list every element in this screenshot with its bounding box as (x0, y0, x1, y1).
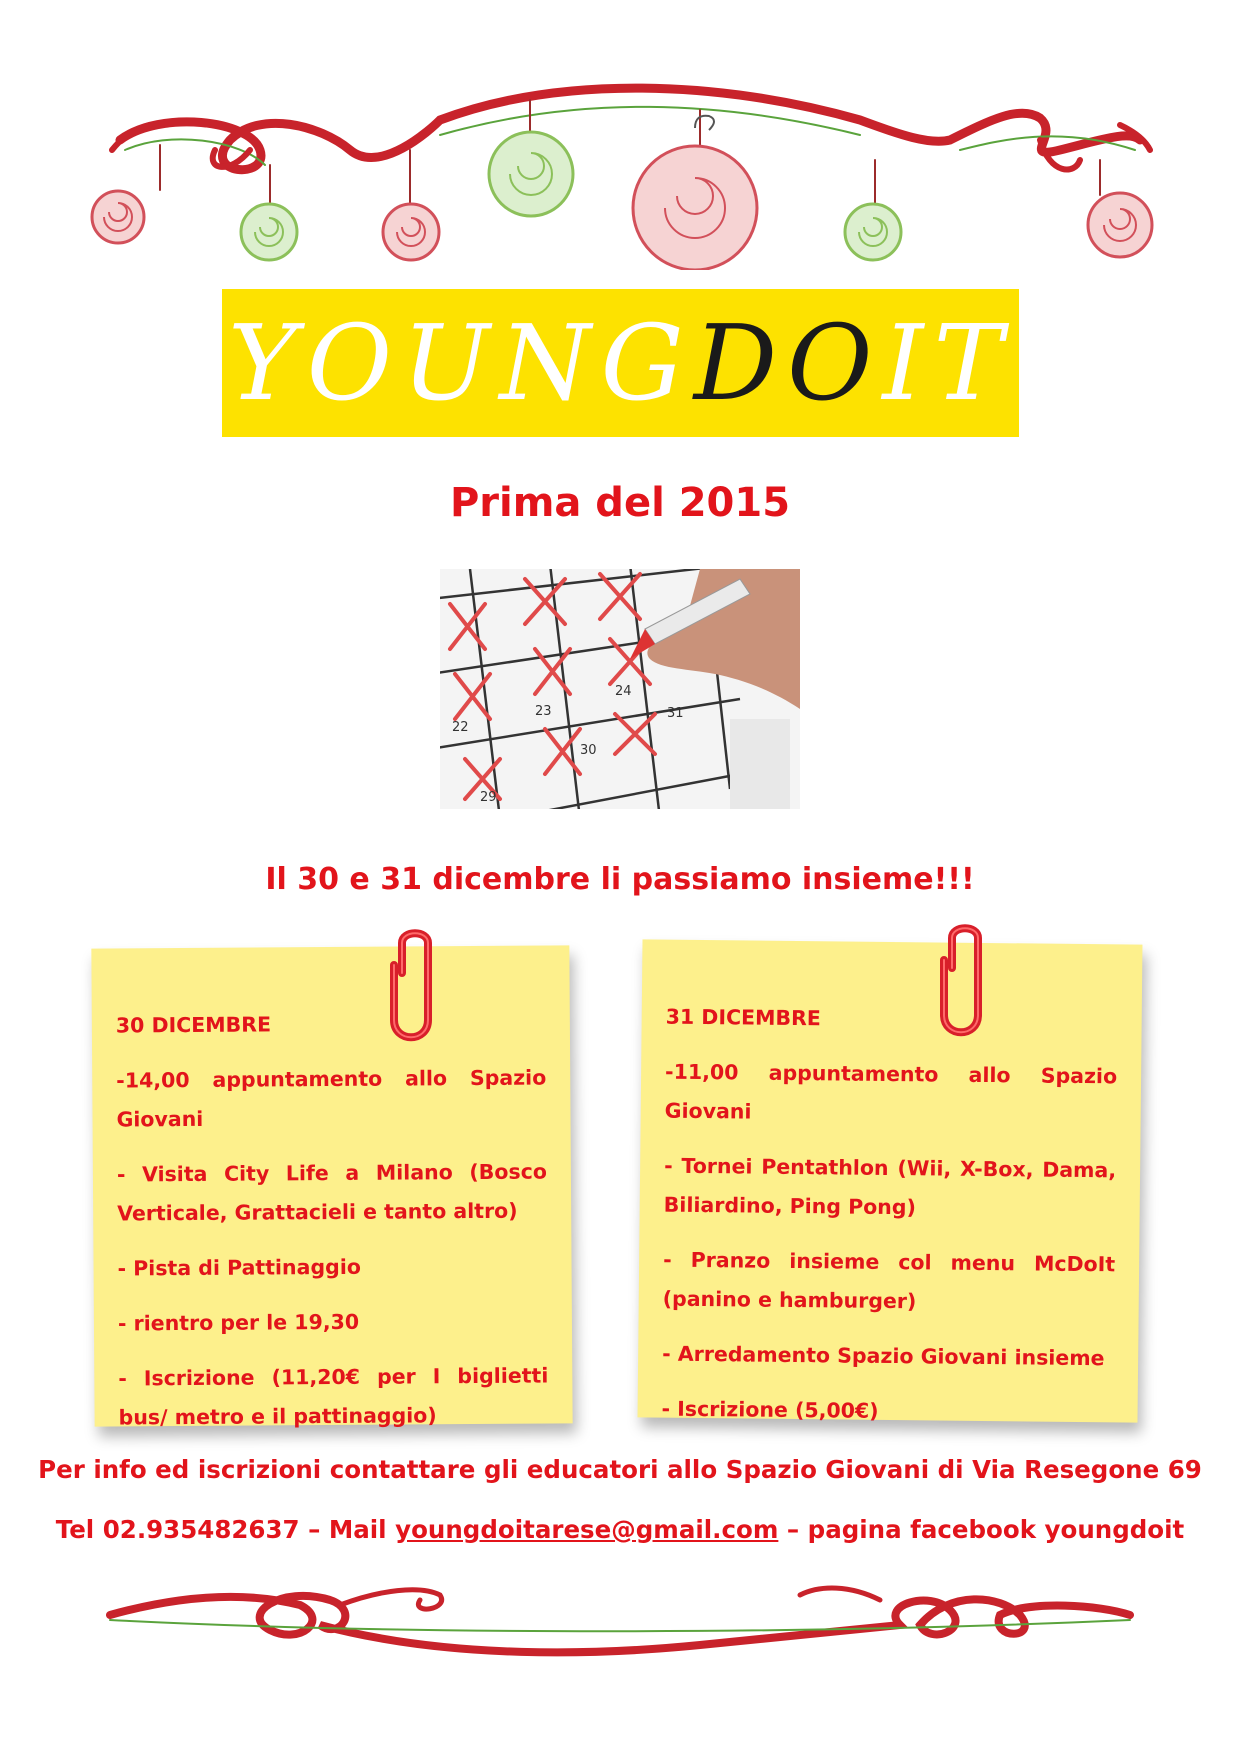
phone-text: Tel 02.935482637 – Mail (55, 1515, 396, 1544)
note-item: - rientro per le 19,30 (117, 1309, 360, 1336)
event-headline: Il 30 e 31 dicembre li passiamo insieme!!! (265, 862, 975, 897)
note-item: - Iscrizione (11,20€ per I biglietti bus/ metro e il pattinaggio) (118, 1363, 549, 1430)
note-content (661, 998, 1118, 1450)
svg-text:23: 23 (535, 704, 552, 719)
logo-text-young: YOUNG (228, 302, 694, 424)
logo-text-it: IT (882, 302, 1013, 424)
note-day-title: 31 DICEMBRE (665, 1004, 821, 1031)
paperclip-icon (930, 920, 1010, 1050)
calendar-photo (440, 569, 800, 809)
note-item: - Tornei Pentathlon (Wii, X-Box, Dama, Biliardino, Ping Pong) (663, 1153, 1117, 1220)
svg-text:29: 29 (480, 790, 497, 805)
note-day-title: 30 DICEMBRE (115, 1012, 272, 1038)
svg-text:24: 24 (615, 684, 632, 699)
sticky-note-30-dicembre (91, 945, 572, 1430)
svg-text:30: 30 (580, 743, 597, 758)
note-item: -14,00 appuntamento allo Spazio Giovani (116, 1065, 547, 1132)
ribbon-decoration-bottom (0, 1560, 1240, 1690)
logo-banner (222, 289, 1019, 437)
email-link[interactable]: youngdoitarese@gmail.com (395, 1515, 779, 1544)
note-item: - Pranzo insieme col menu McDoIt (panino e hamburger) (662, 1247, 1116, 1314)
logo-text-do: DO (693, 302, 883, 424)
note-item: - Visita City Life a Milano (Bosco Verticale, Grattacieli e tanto altro) (116, 1159, 547, 1226)
page-subtitle: Prima del 2015 (449, 480, 791, 526)
paperclip-icon (380, 925, 460, 1055)
note-item: - Pista di Pattinaggio (117, 1254, 361, 1281)
note-content (116, 1004, 549, 1454)
contact-details (0, 1515, 1240, 1544)
contact-info: Per info ed iscrizioni contattare gli educatori allo Spazio Giovani di Via Resegone 69 (38, 1455, 1202, 1484)
svg-text:31: 31 (667, 706, 684, 721)
sticky-note-31-dicembre (638, 939, 1143, 1422)
svg-text:22: 22 (452, 720, 469, 735)
youngdoit-logo (222, 289, 1019, 437)
ribbon-ornaments-decoration (0, 0, 1240, 270)
note-item: - Arredamento Spazio Giovani insieme (662, 1341, 1105, 1371)
facebook-text: – pagina facebook youngdoit (778, 1515, 1185, 1544)
note-item: -11,00 appuntamento allo Spazio Giovani (664, 1059, 1118, 1124)
note-item: - Iscrizione (5,00€) (661, 1396, 879, 1423)
